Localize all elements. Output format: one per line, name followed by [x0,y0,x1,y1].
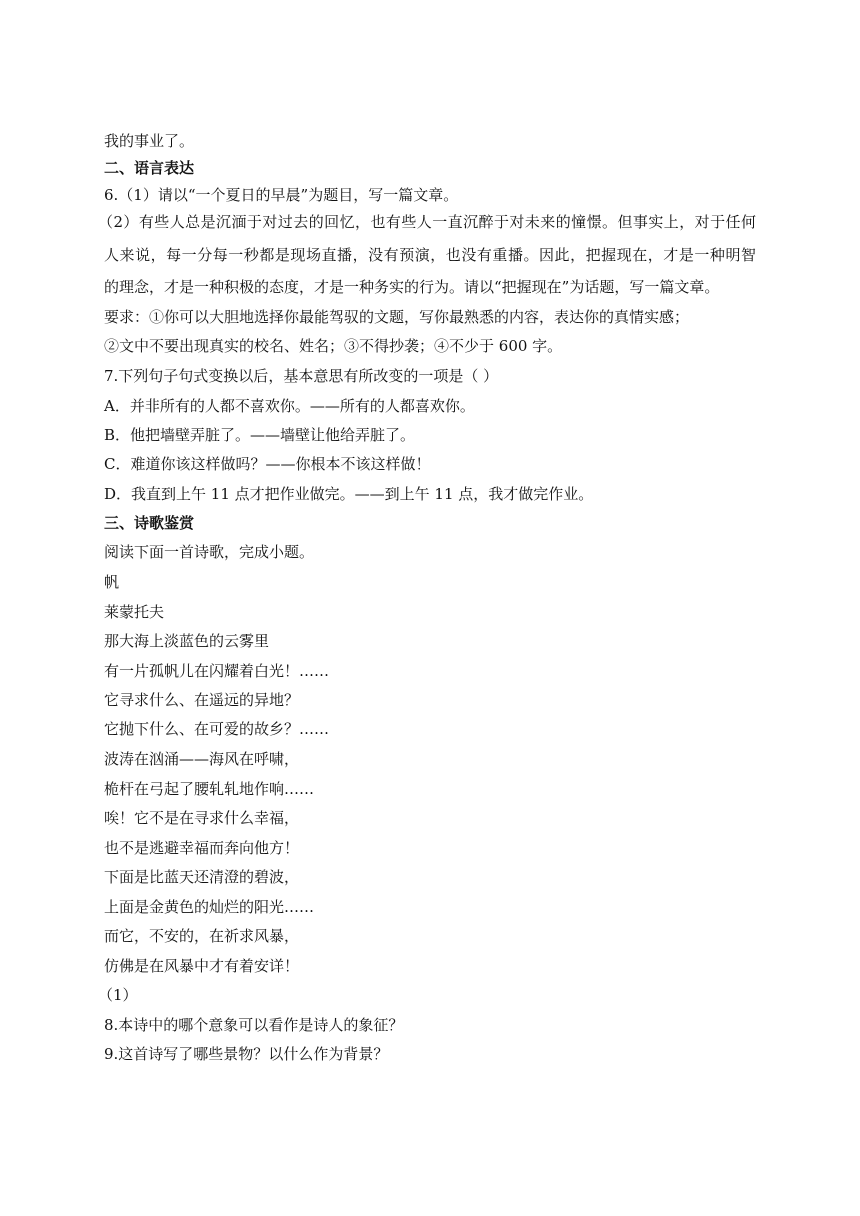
poem-line: 它寻求什么、在遥远的异地？ [104,691,300,709]
poem-title: 帆 [104,573,120,591]
requirement-line: 要求：①你可以大胆地选择你最能驾驭的文题，写你最熟悉的内容，表达你的真情实感； [104,308,690,326]
question-line: 6.（1）请以“一个夏日的早晨”为题目，写一篇文章。 [104,186,459,204]
poem-line: 仿佛是在风暴中才有着安详！ [104,957,300,975]
poem-line: 唉！它不是在寻求什么幸福， [104,809,300,827]
poem-line: 那大海上淡蓝色的云雾里 [104,632,270,650]
subquestion-label: （1） [98,986,138,1004]
poem-line: 而它，不安的，在祈求风暴， [104,927,300,945]
poem-line: 上面是金黄色的灿烂的阳光…… [104,898,315,916]
question-line: 9.这首诗写了哪些景物？以什么作为背景？ [104,1045,389,1063]
paragraph-line: 的理念，才是一种积极的态度，才是一种务实的行为。请以“把握现在”为话题，写一篇文章。 [104,278,720,296]
paragraph-line: （2）有些人总是沉湎于对过去的回忆，也有些人一直沉醉于对未来的憧憬。但事实上，对于任何 [98,213,756,231]
poem-line: 桅杆在弓起了腰轧轧地作响…… [104,780,315,798]
poem-line: 也不是逃避幸福而奔向他方！ [104,839,300,857]
text-line: 我的事业了。 [104,132,195,150]
poem-line: 有一片孤帆儿在闪耀着白光！…… [104,662,330,680]
question-line: 7.下列句子句式变换以后，基本意思有所改变的一项是（ ） [104,367,499,385]
poem-line: 它抛下什么、在可爱的故乡？…… [104,720,330,738]
instruction-line: 阅读下面一首诗歌，完成小题。 [104,543,315,561]
poem-author: 莱蒙托夫 [104,603,165,621]
section-heading: 三、诗歌鉴赏 [104,514,195,532]
option-c: C．难道你该这样做吗？——你根本不该这样做！ [104,455,431,473]
paragraph-line: 人来说，每一分每一秒都是现场直播，没有预演，也没有重播。因此，把握现在，才是一种明智 [104,246,756,264]
question-line: 8.本诗中的哪个意象可以看作是诗人的象征？ [104,1016,404,1034]
section-heading: 二、语言表达 [104,159,195,177]
poem-line: 下面是比蓝天还清澄的碧波， [104,868,300,886]
requirement-line: ②文中不要出现真实的校名、姓名；③不得抄袭；④不少于 600 字。 [104,337,563,355]
option-d: D．我直到上午 11 点才把作业做完。——到上午 11 点，我才做完作业。 [104,485,594,503]
poem-line: 波涛在汹涌——海风在呼啸， [104,750,300,768]
option-a: A．并非所有的人都不喜欢你。——所有的人都喜欢你。 [104,397,475,415]
option-b: B．他把墙壁弄脏了。——墙壁让他给弄脏了。 [104,426,416,444]
